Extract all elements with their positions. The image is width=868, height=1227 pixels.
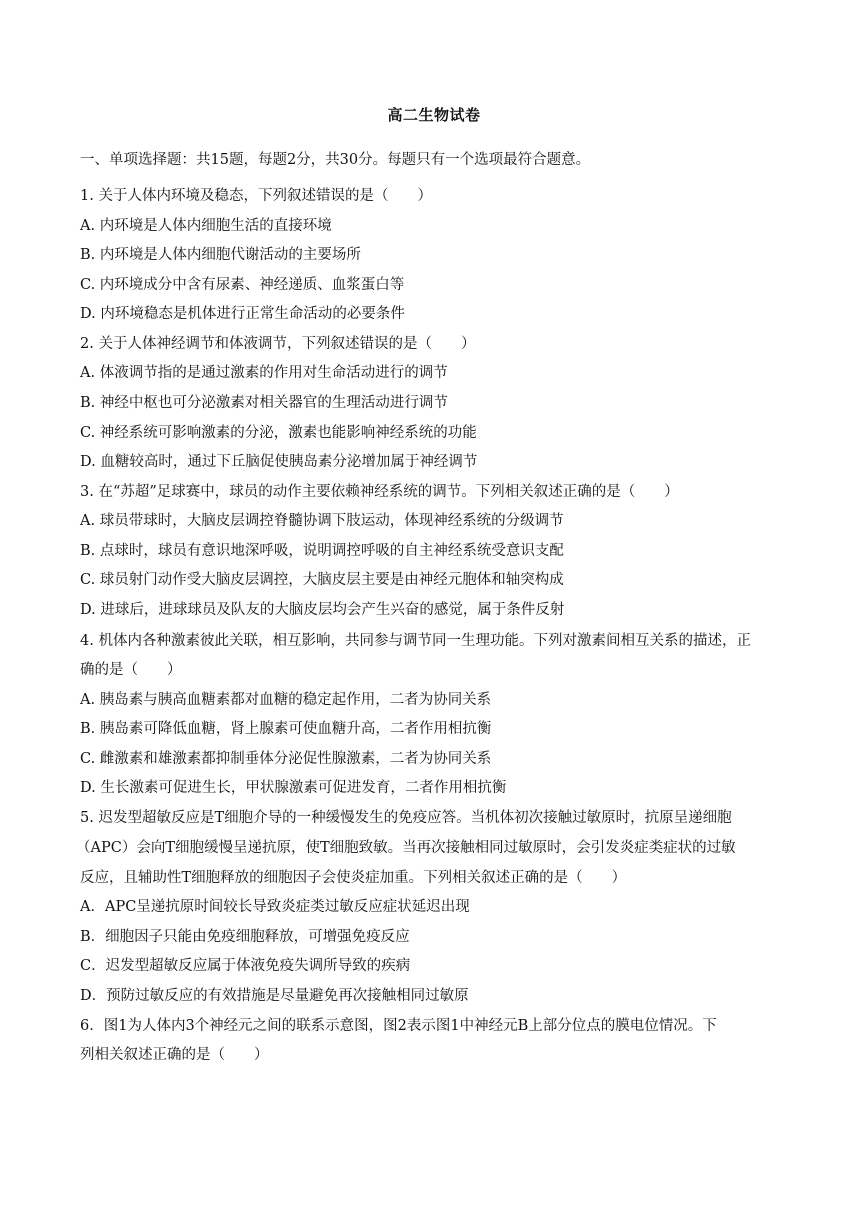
option-d: D. 血糖较高时，通过下丘脑促使胰岛素分泌增加属于神经调节 [80,454,478,470]
question-stem: 2. 关于人体神经调节和体液调节，下列叙述错误的是（ ） [80,336,476,352]
option-b: B．细胞因子只能由免疫细胞释放，可增强免疫反应 [80,929,410,945]
section-heading: 一、单项选择题：共15题，每题2分，共30分。每题只有一个选项最符合题意。 [80,152,591,168]
option-b: B. 胰岛素可降低血糖，肾上腺素可使血糖升高，二者作用相抗衡 [80,721,492,737]
option-a: A. 胰岛素与胰高血糖素都对血糖的稳定起作用，二者为协同关系 [80,692,492,708]
question-stem: 5. 迟发型超敏反应是T细胞介导的一种缓慢发生的免疫应答。当机体初次接触过敏原时，抗原呈递细胞 [80,810,732,826]
option-a: A. 体液调节指的是通过激素的作用对生命活动进行的调节 [80,365,448,381]
question-stem: 4. 机体内各种激素彼此关联，相互影响，共同参与调节同一生理功能。下列对激素间相互关系的描述，正 [80,633,751,649]
question-stem-continued: 确的是（ ） [80,662,182,678]
option-c: C. 神经系统可影响激素的分泌，激素也能影响神经系统的功能 [80,425,477,441]
page-title: 高二生物试卷 [387,106,481,124]
option-d: D. 内环境稳态是机体进行正常生命活动的必要条件 [80,306,405,322]
option-c: C．迟发型超敏反应属于体液免疫失调所导致的疾病 [80,958,411,974]
option-a: A. 球员带球时，大脑皮层调控脊髓协调下肢运动，体现神经系统的分级调节 [80,513,564,529]
option-c: C. 雌激素和雄激素都抑制垂体分泌促性腺激素，二者为协同关系 [80,751,492,767]
option-b: B. 点球时，球员有意识地深呼吸，说明调控呼吸的自主神经系统受意识支配 [80,543,564,559]
option-c: C. 内环境成分中含有尿素、神经递质、血浆蛋白等 [80,277,405,293]
question-stem: 6．图1为人体内3个神经元之间的联系示意图，图2表示图1中神经元B上部分位点的膜电位情况。下 [80,1018,717,1034]
option-a: A. 内环境是人体内细胞生活的直接环境 [80,218,332,234]
question-stem: 3. 在“苏超”足球赛中，球员的动作主要依赖神经系统的调节。下列相关叙述正确的是（ ） [80,484,679,500]
question-stem-continued: （APC）会向T细胞缓慢呈递抗原，使T细胞致敏。当再次接触相同过敏原时，会引发炎症类症状的过敏 [76,840,736,856]
question-stem-continued: 反应，且辅助性T细胞释放的细胞因子会使炎症加重。下列相关叙述正确的是（ ） [80,870,627,886]
option-d: D．预防过敏反应的有效措施是尽量避免再次接触相同过敏原 [80,988,469,1004]
option-b: B. 神经中枢也可分泌激素对相关器官的生理活动进行调节 [80,395,448,411]
option-a: A．APC呈递抗原时间较长导致炎症类过敏反应症状延迟出现 [80,899,470,915]
option-b: B. 内环境是人体内细胞代谢活动的主要场所 [80,247,361,263]
option-d: D. 进球后，进球球员及队友的大脑皮层均会产生兴奋的感觉，属于条件反射 [80,602,565,618]
option-d: D. 生长激素可促进生长，甲状腺激素可促进发育，二者作用相抗衡 [80,780,507,796]
question-stem: 1. 关于人体内环境及稳态，下列叙述错误的是（ ） [80,188,432,204]
question-stem-continued: 列相关叙述正确的是（ ） [80,1047,269,1063]
option-c: C. 球员射门动作受大脑皮层调控，大脑皮层主要是由神经元胞体和轴突构成 [80,572,564,588]
